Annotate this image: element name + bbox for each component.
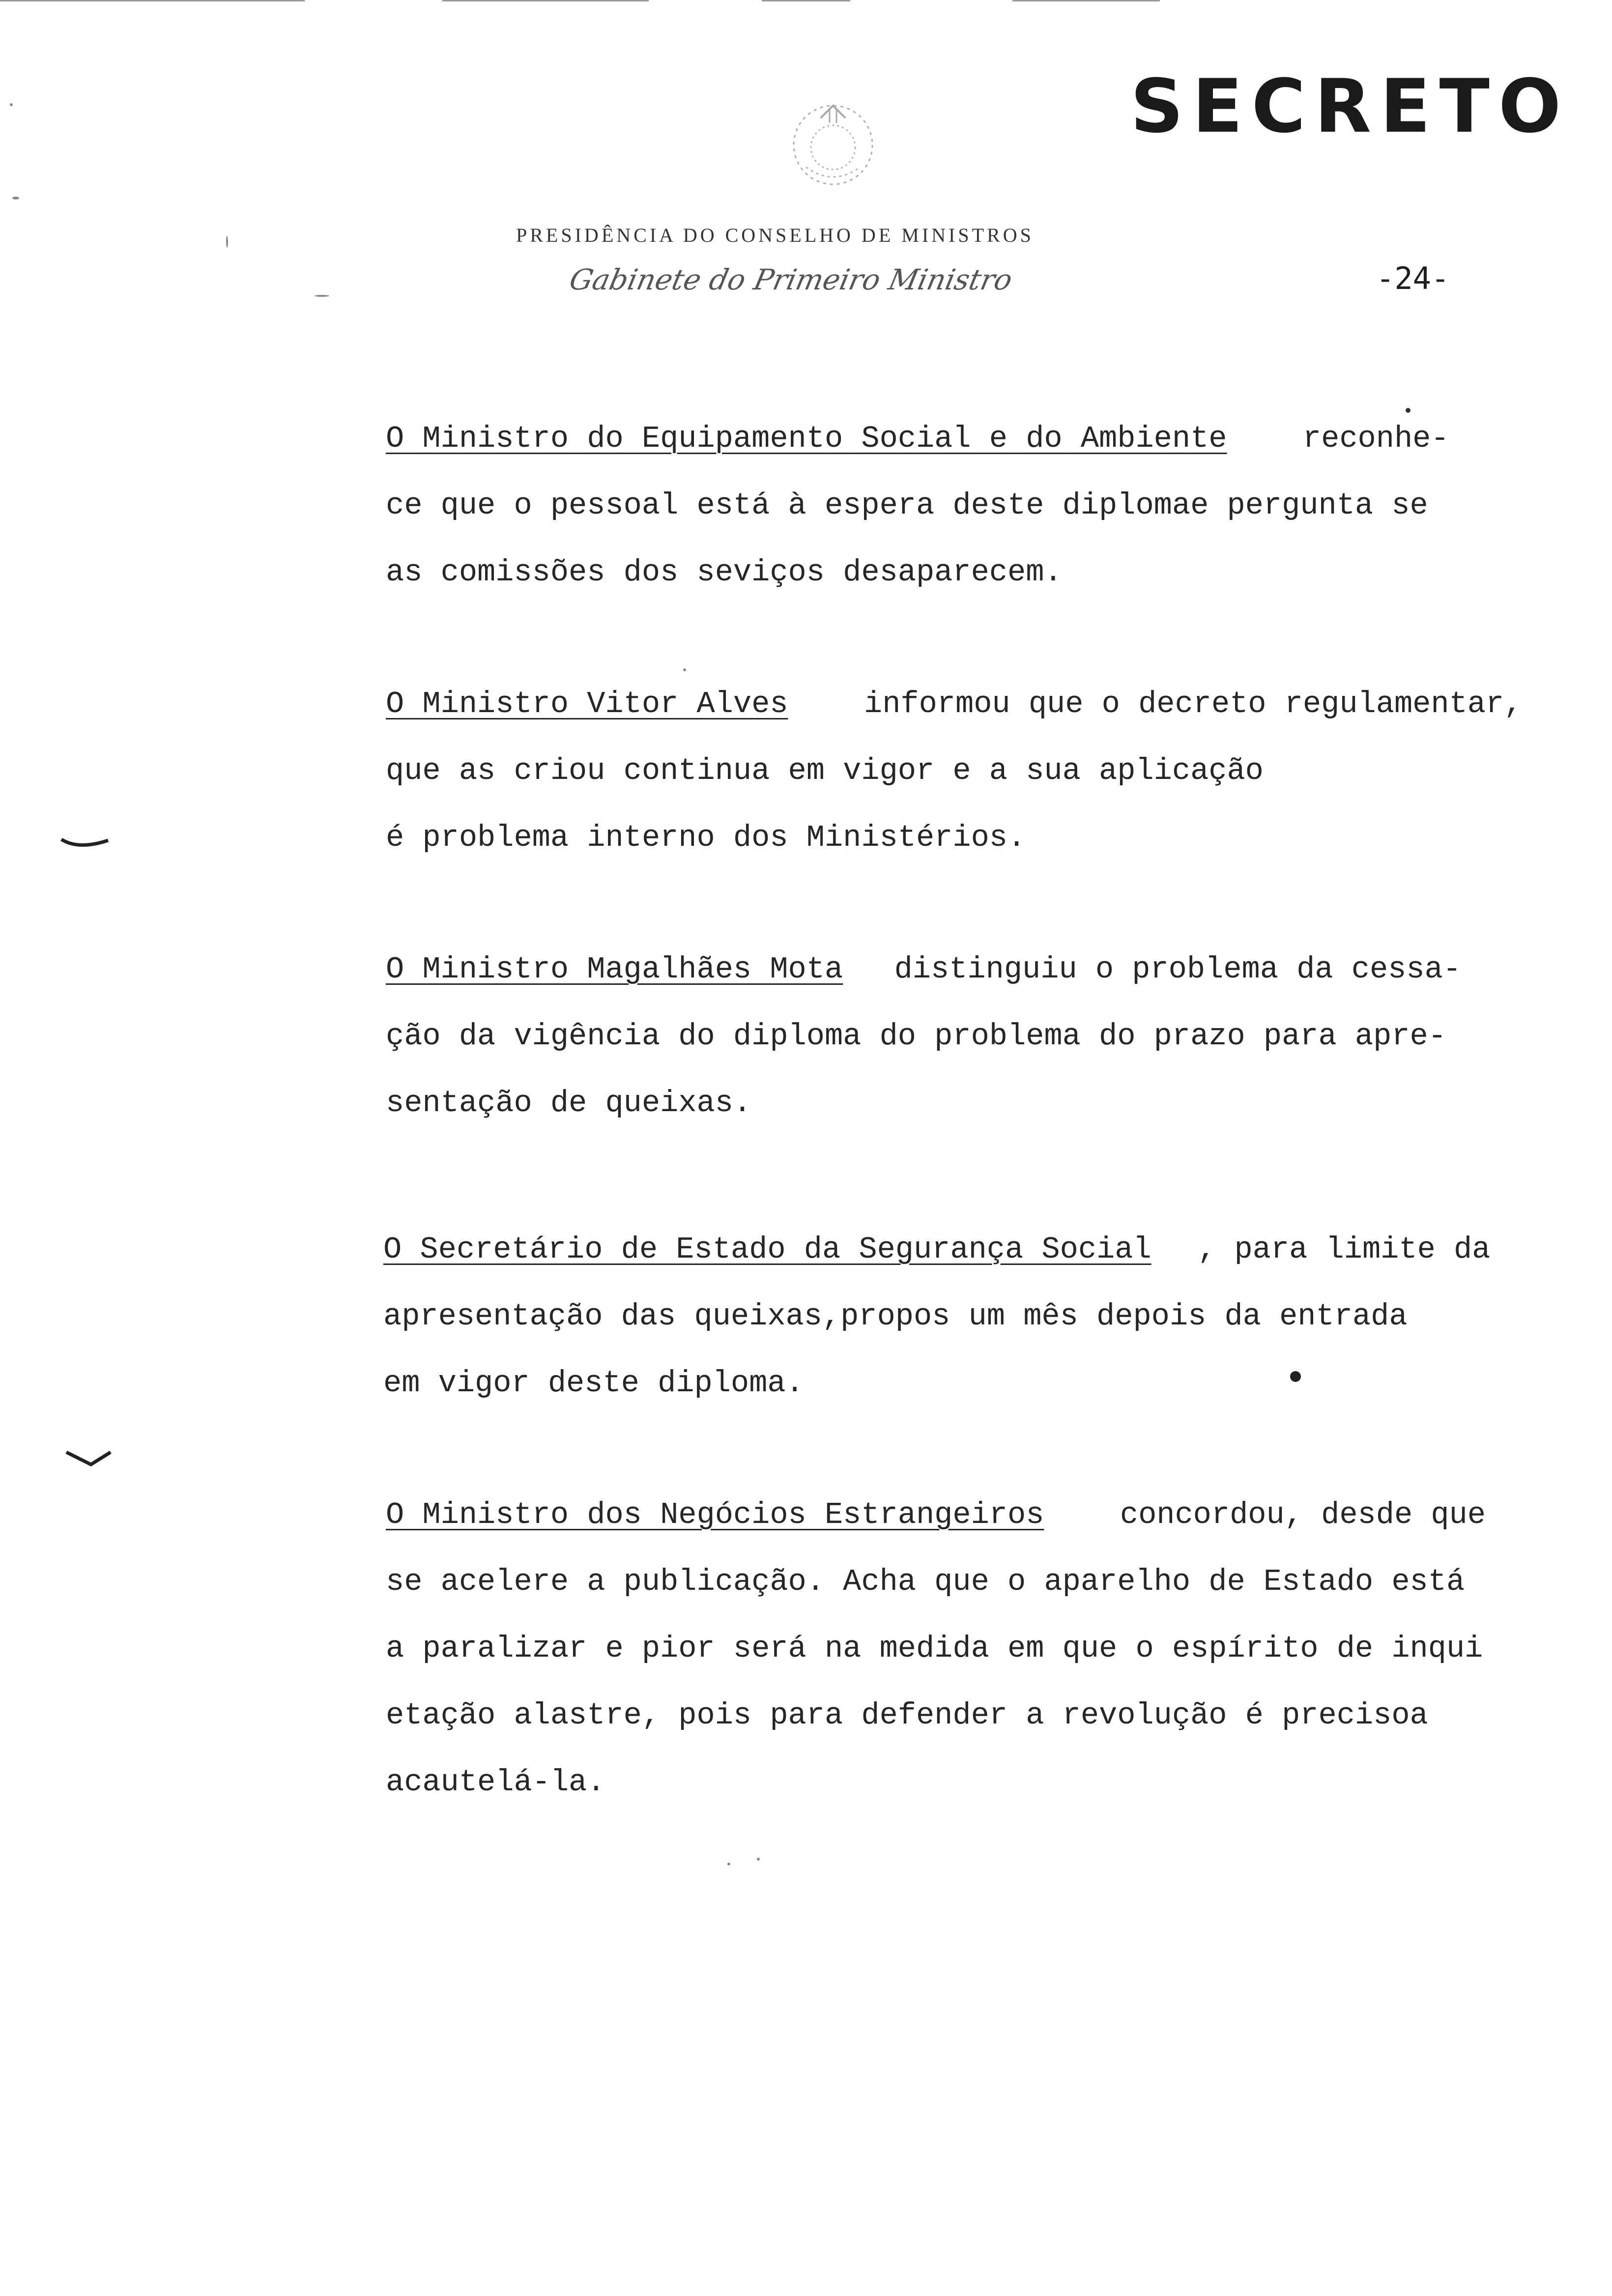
top-rule-center xyxy=(762,0,850,1)
paragraph-line: apresentação das queixas,propos um mês depois da entrada xyxy=(383,1299,1408,1334)
paragraph-line xyxy=(383,1234,1573,1300)
paragraph-line: sentação de queixas. xyxy=(386,1086,752,1120)
paragraph-line: que as criou continua em vigor e a sua aplicação xyxy=(386,753,1264,788)
paragraph-vitor-alves xyxy=(386,688,1575,889)
paragraph-line: em vigor deste diploma. xyxy=(383,1366,804,1401)
top-rule-left xyxy=(0,0,305,1)
page-number: -24- xyxy=(1376,260,1450,296)
paragraph-line xyxy=(386,953,1575,1020)
paragraph-line: as comissões dos seviços desaparecem. xyxy=(386,555,1063,590)
scan-speck xyxy=(315,295,329,297)
margin-tick-icon xyxy=(59,835,113,855)
paragraph-text: concordou, desde que xyxy=(1120,1497,1486,1532)
paragraph-equipamento-social xyxy=(386,423,1575,623)
paragraph-line: se acelere a publicação. Acha que o aparelho de Estado está xyxy=(386,1564,1465,1599)
paragraph-negocios-estrangeiros xyxy=(386,1499,1575,1833)
paragraph-line xyxy=(386,423,1575,489)
scan-speck xyxy=(10,103,13,106)
paragraph-text: , para limite da xyxy=(1198,1232,1491,1267)
paragraph-text: distinguiu o problema da cessa- xyxy=(894,952,1461,987)
paragraph-text: informou que o decreto regulamentar, xyxy=(864,687,1523,721)
scan-speck xyxy=(1406,408,1410,413)
paragraph-magalhaes-mota xyxy=(386,953,1575,1154)
cabinet-subheader: Gabinete do Primeiro Ministro xyxy=(566,263,1015,296)
paragraph-seguranca-social xyxy=(383,1234,1573,1434)
ink-blot xyxy=(1290,1371,1301,1382)
scan-speck xyxy=(727,1863,730,1866)
office-header: PRESIDÊNCIA DO CONSELHO DE MINISTROS xyxy=(516,224,1034,246)
paragraph-line: a paralizar e pior será na medida em que o espírito de inqui xyxy=(386,1631,1483,1666)
speaker-name: O Ministro Magalhães Mota xyxy=(386,952,843,987)
paragraph-line: é problema interno dos Ministérios. xyxy=(386,820,1026,855)
paragraph-line xyxy=(386,1499,1575,1566)
paragraph-line: acautelá-la. xyxy=(386,1765,605,1800)
top-rule-mid xyxy=(442,0,649,1)
paragraph-line: etação alastre, pois para defender a revolução é precisoa xyxy=(386,1698,1428,1733)
coat-of-arms-seal xyxy=(777,88,890,201)
speaker-name: O Ministro Vitor Alves xyxy=(386,687,788,721)
paragraph-line: ção da vigência do diploma do problema do prazo para apre- xyxy=(386,1019,1446,1054)
paragraph-text: reconhe- xyxy=(1302,421,1449,456)
classification-stamp: SECRETO xyxy=(1130,64,1570,149)
paragraph-line: ce que o pessoal está à espera deste diplomae pergunta se xyxy=(386,488,1428,523)
speaker-name: O Ministro do Equipamento Social e do Ambiente xyxy=(386,421,1227,456)
margin-check-icon xyxy=(64,1450,118,1469)
top-rule-right xyxy=(1012,0,1160,1)
scan-speck xyxy=(226,236,228,248)
scan-speck xyxy=(757,1858,760,1861)
speaker-name: O Ministro dos Negócios Estrangeiros xyxy=(386,1497,1044,1532)
scan-speck xyxy=(12,197,19,200)
paragraph-line xyxy=(386,688,1575,755)
scan-speck xyxy=(683,668,686,671)
speaker-name: O Secretário de Estado da Segurança Social xyxy=(383,1232,1151,1267)
